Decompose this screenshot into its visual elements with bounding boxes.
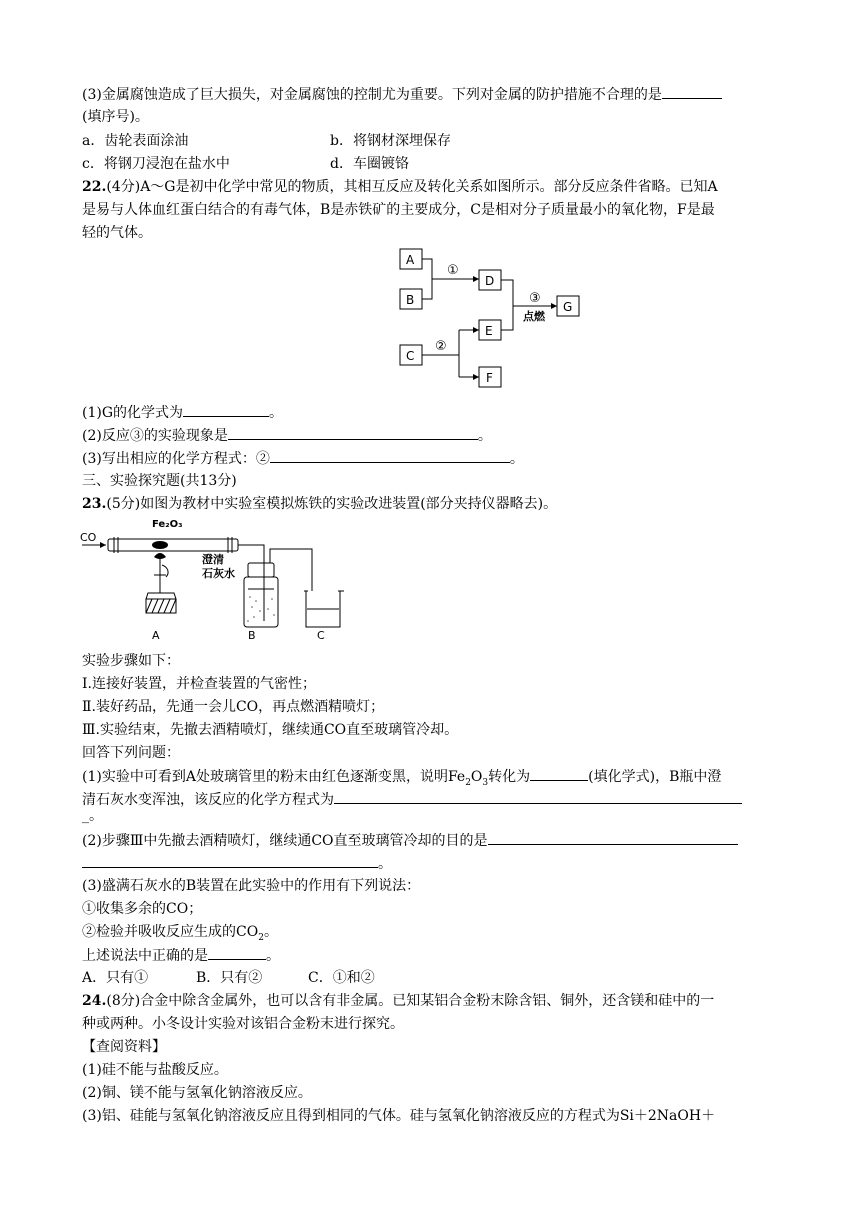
q22-sub3 (82, 448, 524, 469)
ignite-condition-label: 点燃 (523, 310, 545, 323)
q23-sub3-question (82, 945, 280, 966)
q24-text1: (8分)合金中除含金属外，也可以含有非金属。已知某铝合金粉末除含铝、铜外，还含镁和硅中的一 (106, 993, 715, 1009)
q21-answer-blank[interactable] (662, 84, 722, 99)
apparatus-b-label: B (248, 629, 256, 642)
q22-line3: 轻的气体。 (82, 225, 152, 241)
q23-sub3-blank[interactable] (208, 945, 266, 960)
q23-sub2-line2 (82, 853, 392, 874)
q23-number: 23. (82, 496, 107, 512)
q24-number: 24. (82, 993, 107, 1009)
q23-sub1-blank-equation[interactable] (334, 789, 742, 804)
q24-reference-2: (2)铜、镁不能与氢氧化钠溶液反应。 (82, 1085, 312, 1101)
flame-icon (154, 553, 166, 559)
q23-step3: Ⅲ.实验结束，先撤去酒精喷灯，继续通CO直至玻璃管冷却。 (82, 722, 459, 738)
q22-sub1-text: (1)G的化学式为 (82, 405, 184, 421)
q22-sub2-end: 。 (477, 428, 492, 444)
q23-sub3-option-c: C．①和② (308, 970, 375, 986)
q23-sub3-question-text: 上述说法中正确的是 (82, 948, 208, 964)
q23-sub3-option-b: B．只有② (196, 970, 263, 986)
label-f: F (486, 371, 493, 385)
q22-sub1 (82, 402, 283, 423)
q23-sub1-subscript-3: 3 (482, 777, 489, 788)
reaction-2-label: ② (435, 339, 447, 354)
section-3-title: 三、实验探究题(共13分) (82, 473, 237, 489)
q23-sub2-end: 。 (378, 856, 392, 872)
q23-sub2-blank-1[interactable] (488, 830, 738, 845)
q24-reference-1: (1)硅不能与盐酸反应。 (82, 1062, 228, 1078)
q23-answer-title: 回答下列问题： (82, 745, 180, 761)
q23-sub3-question-end: 。 (266, 948, 280, 964)
q23-sub1-blank-formula[interactable] (530, 766, 588, 781)
q21-options-row1 (82, 131, 188, 151)
limewater-label-2: 石灰水 (202, 567, 235, 580)
q22-sub1-blank[interactable] (183, 402, 269, 417)
label-g: G (563, 300, 573, 314)
q23-sub3-item2-text: ②检验并吸收反应生成的CO (82, 924, 259, 940)
q21-line1 (82, 84, 722, 105)
q24-reference-title: 【查阅资料】 (82, 1039, 166, 1055)
label-e: E (485, 324, 493, 338)
q22-sub3-blank[interactable] (270, 448, 510, 463)
q21-option-b: b．将钢材深埋保存 (330, 133, 451, 149)
reaction-1-label: ① (447, 263, 459, 278)
q23-steps-title: 实验步骤如下： (82, 653, 180, 669)
q23-sub1-text-b: 转化为 (488, 769, 531, 785)
apparatus-a-label: A (152, 629, 160, 642)
q22-sub2-text: (2)反应③的实验现象是 (82, 428, 228, 444)
reaction-3-label: ③ (529, 291, 541, 306)
q23-sub1-line2 (82, 789, 742, 810)
q24-reference-3: (3)铝、硅能与氢氧化钠溶液反应且得到相同的气体。硅与氢氧化钠溶液反应的方程式为Si＋2NaOH＋ (82, 1108, 716, 1124)
q22-sub1-end: 。 (269, 405, 284, 421)
q24-line2: 种或两种。小冬设计实验对该铝合金粉末进行探究。 (82, 1016, 404, 1032)
q22-line1 (82, 177, 718, 197)
fe2o3-powder (152, 541, 168, 549)
q23-sub1-line3: _。 (82, 808, 103, 824)
q23-sub3-option-a: A．只有① (82, 970, 149, 986)
fe2o3-label: Fe₂O₃ (152, 519, 183, 530)
q24-line1 (82, 991, 714, 1011)
q22-number: 22. (82, 179, 107, 195)
q23-sub1-text-d: 清石灰水变浑浊，该反应的化学方程式为 (82, 792, 334, 808)
q21-option-d: d．车圈镀铬 (330, 156, 409, 172)
q21-text: (3)金属腐蚀造成了巨大损失，对金属腐蚀的控制尤为重要。下列对金属的防护措施不合理的是 (82, 87, 662, 103)
apparatus-c-label: C (317, 629, 325, 642)
label-d: D (485, 274, 495, 288)
q23-apparatus-diagram (78, 515, 368, 645)
limewater-liquid (247, 596, 275, 622)
q21-option-c: c．将钢刀浸泡在盐水中 (82, 156, 230, 172)
q22-line2: 是易与人体血红蛋白结合的有毒气体，B是赤铁矿的主要成分，C是相对分子质量最小的氧化物，F是最 (82, 202, 715, 218)
q23-intro (82, 494, 557, 514)
q23-sub1-o: O (470, 769, 483, 785)
q23-sub2-line1 (82, 830, 738, 851)
q23-sub1-text-c: (填化学式)，B瓶中澄 (588, 769, 722, 785)
q21-option-a: a．齿轮表面涂油 (82, 133, 189, 149)
q23-intro-text: (5分)如图为教材中实验室模拟炼铁的实验改进装置(部分夹持仪器略去)。 (106, 496, 558, 512)
q21-line2: (填序号)。 (82, 109, 149, 125)
q23-sub3-item2 (82, 922, 278, 948)
label-c: C (406, 349, 415, 363)
limewater-label-1: 澄清 (202, 553, 224, 566)
q23-sub3-item1: ①收集多余的CO； (82, 901, 203, 917)
q23-sub3-item2-subscript: 2 (258, 932, 264, 943)
q22-sub3-text: (3)写出相应的化学方程式：② (82, 451, 270, 467)
q22-relation-diagram (395, 243, 595, 393)
q23-step2: Ⅱ.装好药品，先通一会儿CO，再点燃酒精喷灯； (82, 699, 385, 715)
q22-sub2-blank[interactable] (228, 425, 478, 440)
q23-sub1-text: (1)实验中可看到A处玻璃管里的粉末由红色逐渐变黑，说明Fe (82, 769, 466, 785)
q23-sub2-blank-2[interactable] (82, 853, 378, 868)
q22-text1: (4分)A～G是初中化学中常见的物质，其相互反应及转化关系如图所示。部分反应条件省略。已知A (106, 179, 718, 195)
label-b: B (406, 293, 415, 307)
q22-sub3-end: 。 (509, 451, 524, 467)
q23-sub1-subscript-2: 2 (465, 777, 471, 788)
q23-step1: Ⅰ.连接好装置，并检查装置的气密性； (82, 676, 316, 692)
q23-sub3-line1: (3)盛满石灰水的B装置在此实验中的作用有下列说法： (82, 878, 421, 894)
co-label: CO (80, 531, 97, 544)
label-a: A (406, 253, 415, 267)
q23-sub3-item2-end: 。 (263, 924, 278, 940)
q22-sub2 (82, 425, 492, 446)
q23-sub2-text: (2)步骤Ⅲ中先撤去酒精喷灯，继续通CO直至玻璃管冷却的目的是 (82, 833, 488, 849)
